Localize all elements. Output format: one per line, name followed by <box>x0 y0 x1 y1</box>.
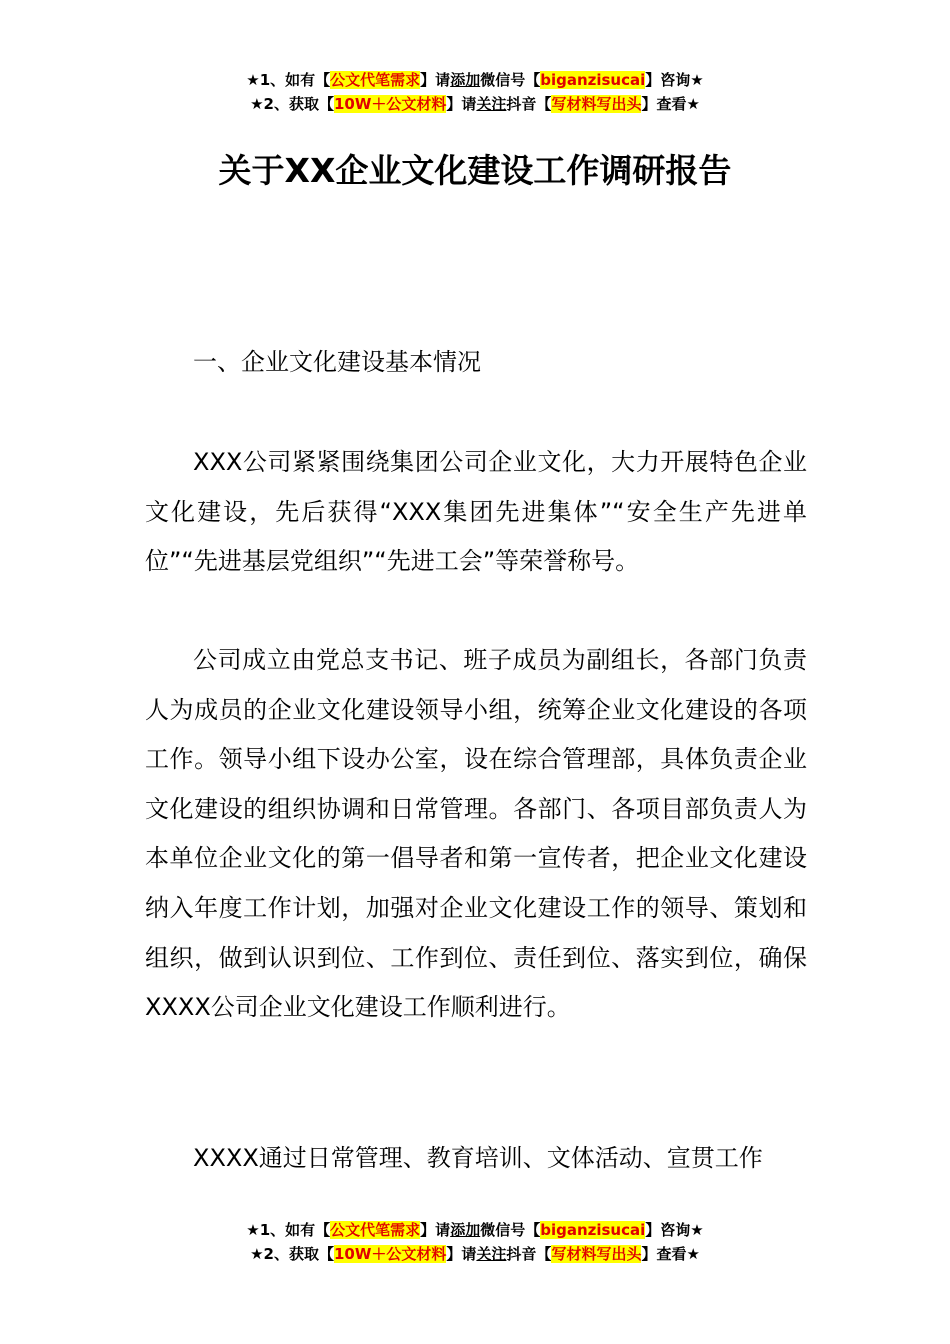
document-title: 关于XX企业文化建设工作调研报告 <box>218 151 732 190</box>
banner-text: ★1、如有【 <box>246 71 331 89</box>
header-banner <box>0 68 950 116</box>
highlight-wechat-id: biganzisucai <box>540 1221 646 1239</box>
underlined-add: 添加 <box>450 71 481 89</box>
paragraph: 公司成立由党总支书记、班子成员为副组长，各部门负责人为成员的企业文化建设领导小组，统筹企业文化建设的各项工作。领导小组下设办公室，设在综合管理部，具体负责企业文化建设的组织协调和日常管理。各部门、各项目部负责人为本单位企业文化的第一倡导者和第一宣传者，把企业文化建设纳入年度工作计划，加强对企业文化建设工作的领导、策划和组织，做到认识到位、工作到位、责任到位、落实到位，确保XXXX公司企业文化建设工作顺利进行。 <box>145 646 807 1022</box>
paragraph: XXXX通过日常管理、教育培训、文体活动、宣贯工作 <box>193 1144 763 1172</box>
underlined-follow: 关注 <box>476 95 507 113</box>
banner-line-2 <box>0 1242 950 1266</box>
banner-text: 抖音【 <box>506 1245 552 1263</box>
footer-banner <box>0 1218 950 1266</box>
highlight-materials: 10W＋公文材料 <box>333 1245 447 1263</box>
banner-text: 】请 <box>446 95 477 113</box>
banner-text: 】咨询★ <box>645 1221 704 1239</box>
banner-text: 】咨询★ <box>645 71 704 89</box>
banner-text: 】查看★ <box>641 95 700 113</box>
banner-text: ★2、获取【 <box>250 1245 334 1263</box>
highlight-ghostwriting: 公文代笔需求 <box>330 1221 421 1239</box>
banner-line-2 <box>0 92 950 116</box>
highlight-douyin-account: 写材料写出头 <box>551 1245 642 1263</box>
banner-text: 】请 <box>420 1221 451 1239</box>
highlight-materials: 10W＋公文材料 <box>333 95 447 113</box>
highlight-douyin-account: 写材料写出头 <box>551 95 642 113</box>
banner-line-1 <box>0 68 950 92</box>
banner-text: 微信号【 <box>480 1221 541 1239</box>
banner-text: 】查看★ <box>641 1245 700 1263</box>
banner-text: 】请 <box>420 71 451 89</box>
banner-text: 】请 <box>446 1245 477 1263</box>
paragraph: XXX公司紧紧围绕集团公司企业文化，大力开展特色企业文化建设，先后获得“XXX集团先进集体”“安全生产先进单位”“先进基层党组织”“先进工会”等荣誉称号。 <box>145 448 807 576</box>
banner-text: 微信号【 <box>480 71 541 89</box>
highlight-ghostwriting: 公文代笔需求 <box>330 71 421 89</box>
banner-text: ★1、如有【 <box>246 1221 331 1239</box>
banner-line-1 <box>0 1218 950 1242</box>
highlight-wechat-id: biganzisucai <box>540 71 646 89</box>
section-heading: 一、企业文化建设基本情况 <box>193 348 481 376</box>
banner-text: ★2、获取【 <box>250 95 334 113</box>
underlined-follow: 关注 <box>476 1245 507 1263</box>
underlined-add: 添加 <box>450 1221 481 1239</box>
banner-text: 抖音【 <box>506 95 552 113</box>
